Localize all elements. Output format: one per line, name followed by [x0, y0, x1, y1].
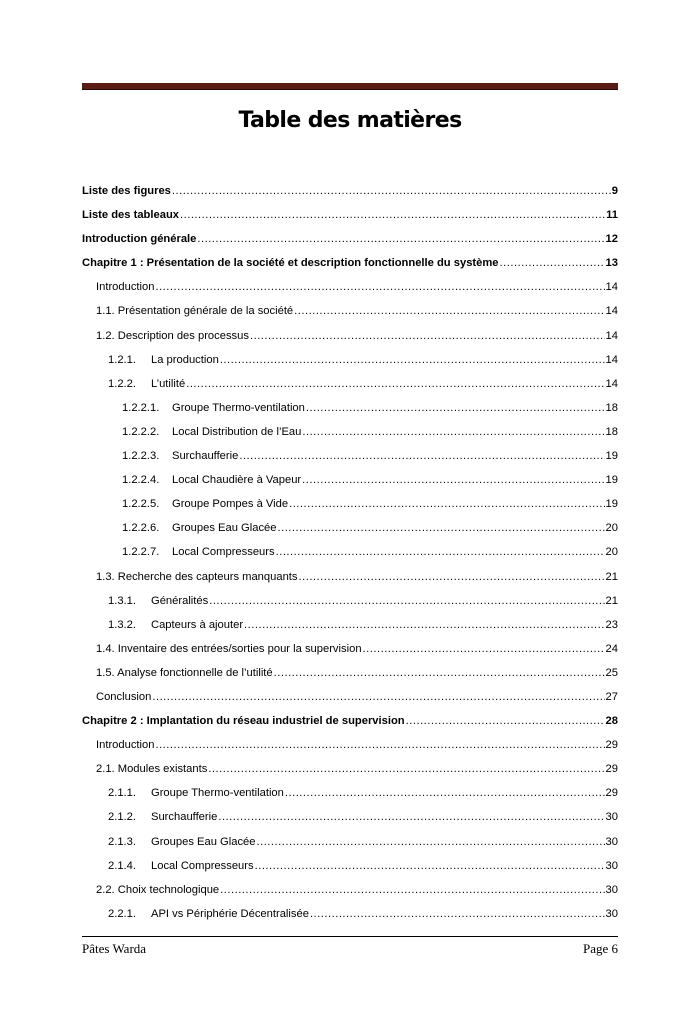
toc-entry[interactable] [82, 883, 618, 907]
toc-dot-leader [172, 184, 611, 198]
toc-dot-leader [250, 329, 605, 343]
toc-entry[interactable] [82, 545, 618, 569]
toc-entry-label: Groupe Thermo-ventilation [172, 401, 305, 414]
toc-entry-label: Généralités [151, 594, 209, 607]
toc-entry[interactable] [82, 353, 618, 377]
toc-entry-label: 2.1. Modules existants [96, 763, 208, 776]
toc-entry-page: 14 [605, 281, 618, 294]
toc-entry[interactable] [82, 401, 618, 425]
toc-dot-leader [302, 473, 604, 487]
toc-entry[interactable] [82, 570, 618, 594]
toc-entry[interactable] [82, 666, 618, 690]
toc-dot-leader [363, 642, 605, 656]
toc-entry-page: 11 [606, 209, 618, 222]
toc-entry[interactable] [82, 497, 618, 521]
toc-entry[interactable] [82, 329, 618, 353]
toc-entry-label: Groupe Pompes à Vide [172, 498, 289, 511]
toc-entry-label: 1.5. Analyse fonctionnelle de l’utilité [96, 666, 273, 679]
toc-dot-leader [186, 377, 604, 391]
toc-dot-leader [155, 280, 604, 294]
toc-entry-page: 9 [611, 185, 618, 197]
toc-entry[interactable] [82, 786, 618, 810]
toc-dot-leader [209, 594, 604, 608]
toc-entry-page: 19 [605, 474, 618, 487]
toc-entry-page: 14 [605, 353, 618, 366]
toc-entry-label: Surchaufferie [172, 450, 239, 463]
toc-entry-label: Local Compresseurs [172, 546, 275, 559]
toc-dot-leader [500, 256, 605, 270]
toc-entry-label: Liste des figures [82, 185, 171, 197]
toc-entry-label: 1.1. Présentation générale de la société [96, 305, 294, 318]
toc-entry-label: Introduction générale [82, 233, 197, 246]
toc-entry-page: 30 [605, 811, 618, 824]
toc-dot-leader [285, 786, 605, 800]
toc-entry[interactable] [82, 208, 618, 232]
toc-entry[interactable] [82, 738, 618, 762]
toc-entry[interactable] [82, 907, 618, 931]
toc-entry[interactable] [82, 449, 618, 473]
toc-entry-number: 1.2.2.6. [122, 522, 160, 535]
toc-entry-label: 1.2. Description des processus [96, 329, 249, 342]
toc-entry-page: 19 [605, 498, 618, 511]
toc-entry[interactable] [82, 521, 618, 545]
toc-entry[interactable] [82, 232, 618, 256]
toc-entry[interactable] [82, 594, 618, 618]
toc-entry-page: 20 [605, 522, 618, 535]
toc-entry[interactable] [82, 280, 618, 304]
toc-entry-number: 1.2.2.5. [122, 498, 160, 511]
toc-dot-leader [220, 353, 605, 367]
toc-entry-page: 23 [605, 618, 618, 631]
toc-entry-page: 18 [605, 425, 618, 438]
toc-entry-label: Conclusion [96, 690, 152, 703]
toc-entry[interactable] [82, 184, 618, 208]
toc-dot-leader [256, 835, 604, 849]
toc-dot-leader [302, 425, 604, 439]
toc-dot-leader [197, 232, 604, 246]
toc-entry-label: Capteurs à ajouter [151, 618, 244, 631]
toc-entry-page: 14 [605, 377, 618, 390]
toc-entry-number: 1.3.1. [108, 594, 136, 607]
footer-rule [82, 936, 618, 937]
toc-dot-leader [406, 714, 605, 728]
toc-dot-leader [306, 401, 605, 415]
toc-entry-label: Chapitre 1 : Présentation de la société et description fonctionnelle du système [82, 257, 499, 270]
toc-entry-label: API vs Périphérie Décentralisée [151, 907, 309, 920]
toc-entry-number: 1.2.2. [108, 377, 136, 390]
toc-entry-page: 30 [605, 883, 618, 896]
toc-entry[interactable] [82, 690, 618, 714]
toc-entry[interactable] [82, 377, 618, 401]
toc-entry-label: Liste des tableaux [82, 209, 179, 222]
toc-entry[interactable] [82, 304, 618, 328]
toc-entry-page: 29 [605, 763, 618, 776]
toc-entry-page: 18 [605, 401, 618, 414]
toc-entry-label: L’utilité [151, 377, 186, 390]
toc-entry[interactable] [82, 810, 618, 834]
toc-entry-page: 21 [605, 594, 618, 607]
toc-entry-number: 2.1.3. [108, 835, 136, 848]
toc-entry-label: Chapitre 2 : Implantation du réseau industriel de supervision [82, 715, 405, 728]
toc-entry-page: 29 [605, 787, 618, 800]
toc-entry-page: 30 [605, 835, 618, 848]
toc-entry[interactable] [82, 714, 618, 738]
toc-entry-label: Local Chaudière à Vapeur [172, 474, 302, 487]
toc-dot-leader [310, 907, 605, 921]
toc-entry-label: Groupe Thermo-ventilation [151, 787, 284, 800]
toc-entry-label: Groupes Eau Glacée [172, 522, 277, 535]
toc-entry-number: 1.3.2. [108, 618, 136, 631]
toc-dot-leader [277, 521, 604, 535]
toc-entry-page: 14 [605, 305, 618, 318]
toc-entry-label: 1.4. Inventaire des entrées/sorties pour la supervision [96, 642, 362, 655]
toc-entry[interactable] [82, 642, 618, 666]
toc-entry-page: 24 [605, 642, 618, 655]
toc-entry-number: 2.1.1. [108, 787, 136, 800]
toc-entry-page: 20 [605, 546, 618, 559]
toc-entry-page: 12 [605, 233, 618, 246]
toc-entry-label: Introduction [96, 281, 155, 294]
toc-entry-label: 2.2. Choix technologique [96, 883, 220, 896]
toc-entry[interactable] [82, 762, 618, 786]
toc-entry[interactable] [82, 835, 618, 859]
toc-entry-page: 19 [605, 450, 618, 463]
toc-entry[interactable] [82, 256, 618, 280]
toc-dot-leader [299, 570, 605, 584]
toc-entry-page: 13 [605, 257, 618, 270]
footer-company: Pâtes Warda [82, 941, 147, 956]
toc-entry-number: 1.2.2.4. [122, 474, 160, 487]
toc-entry-page: 30 [605, 859, 618, 872]
page-title: Table des matières [238, 108, 462, 133]
toc-dot-leader [220, 883, 604, 897]
toc-entry[interactable] [82, 425, 618, 449]
toc-entry-number: 1.2.2.7. [122, 546, 160, 559]
toc-dot-leader [239, 449, 604, 463]
toc-entry-label: Groupes Eau Glacée [151, 835, 256, 848]
table-of-contents [82, 184, 618, 931]
toc-dot-leader [255, 859, 605, 873]
toc-entry[interactable] [82, 618, 618, 642]
toc-entry-number: 1.2.1. [108, 353, 136, 366]
toc-dot-leader [152, 690, 604, 704]
toc-entry-label: 1.3. Recherche des capteurs manquants [96, 570, 298, 583]
toc-entry-number: 1.2.2.3. [122, 450, 160, 463]
toc-dot-leader [218, 810, 604, 824]
toc-dot-leader [208, 762, 604, 776]
toc-dot-leader [155, 738, 604, 752]
toc-entry-number: 2.2.1. [108, 907, 136, 920]
toc-entry-label: Introduction [96, 739, 155, 752]
toc-entry-number: 2.1.4. [108, 859, 136, 872]
toc-dot-leader [289, 497, 604, 511]
toc-dot-leader [276, 545, 605, 559]
footer-page-number: Page 6 [582, 941, 618, 956]
toc-entry-label: Surchaufferie [151, 811, 218, 824]
toc-entry-page: 28 [605, 715, 618, 728]
toc-entry-number: 2.1.2. [108, 811, 136, 824]
toc-entry-number: 1.2.2.2. [122, 425, 160, 438]
toc-entry[interactable] [82, 473, 618, 497]
toc-dot-leader [180, 208, 605, 222]
header-rule [82, 83, 618, 90]
toc-entry-label: Local Distribution de l’Eau [172, 425, 302, 438]
toc-entry-page: 29 [605, 739, 618, 752]
toc-entry-page: 14 [605, 329, 618, 342]
toc-entry-number: 1.2.2.1. [122, 401, 160, 414]
toc-entry[interactable] [82, 859, 618, 883]
toc-dot-leader [294, 304, 604, 318]
toc-dot-leader [244, 618, 605, 632]
toc-entry-page: 27 [605, 690, 618, 703]
toc-entry-page: 25 [605, 666, 618, 679]
toc-entry-label: Local Compresseurs [151, 859, 254, 872]
toc-entry-label: La production [151, 353, 219, 366]
toc-entry-page: 21 [605, 570, 618, 583]
toc-dot-leader [274, 666, 605, 680]
toc-entry-page: 30 [605, 907, 618, 920]
